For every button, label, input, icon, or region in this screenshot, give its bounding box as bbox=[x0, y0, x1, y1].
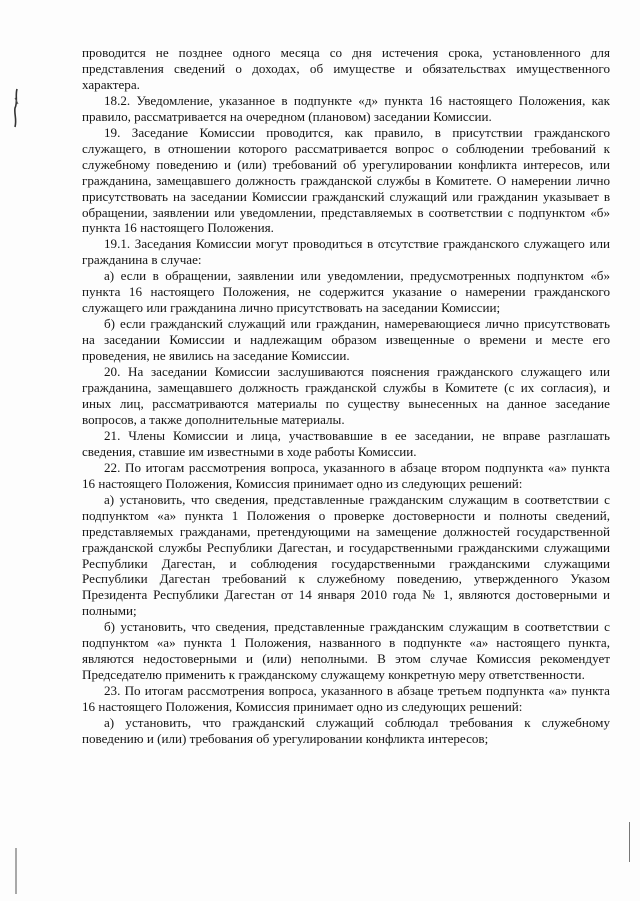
paragraph-18-2: 18.2. Уведомление, указанное в подпункте «д» пункта 16 настоящего Положения, как правило, рассматривается на очередном (плановом) заседании Комиссии. bbox=[82, 92, 610, 124]
paragraph-22-a: а) установить, что сведения, представленные гражданским служащим в соответствии с подпунктом «а» пункта 1 Положения о проверке достоверности и полноты сведений, представляемых гражданами, претендующими на замещение должностей государственной гражданской службы Республики Дагестан, и государственными гражданскими служащими Республики Дагестан, и соблюдения государственными гражданскими служащими Республики Дагестан требований к служебному поведению, утвержденного Указом Президента Республики Дагестан от 14 января 2010 года № 1, являются достоверными и полными; bbox=[82, 491, 610, 619]
edge-scan-mark bbox=[628, 822, 631, 862]
margin-pen-mark bbox=[12, 88, 20, 128]
paragraph-20: 20. На заседании Комиссии заслушиваются пояснения гражданского служащего или гражданина, замещавшего должность гражданской службы в Комитете (с их согласия), и иных лиц, рассматриваются материалы по существу вынесенных на данное заседание вопросов, а также дополнительные материалы. bbox=[82, 364, 610, 427]
paragraph-19-1: 19.1. Заседания Комиссии могут проводиться в отсутствие гражданского служащего или гражданина в случае: bbox=[82, 236, 610, 268]
paragraph-22-b: б) установить, что сведения, представленные гражданским служащим в соответствии с подпунктом «а» пункта 1 Положения, названного в подпункте «а» настоящего пункта, являются недостоверными и (или) неполными. В этом случае Комиссия рекомендует Председателю применить к гражданскому служащему конкретную меру ответственности. bbox=[82, 619, 610, 683]
paragraph-21: 21. Члены Комиссии и лица, участвовавшие в ее заседании, не вправе разглашать сведения, ставшие им известными в ходе работы Комиссии. bbox=[82, 427, 610, 459]
paragraph-19-1-a: а) если в обращении, заявлении или уведомлении, предусмотренных подпунктом «б» пункта 16 настоящего Положения, не содержится указание о намерении гражданского служащего или гражданина лично присутствовать на заседании Комиссии; bbox=[82, 268, 610, 316]
document-body bbox=[82, 45, 610, 747]
paragraph-22: 22. По итогам рассмотрения вопроса, указанного в абзаце втором подпункта «а» пункта 16 настоящего Положения, Комиссия принимает одно из следующих решений: bbox=[82, 459, 610, 491]
paragraph-23: 23. По итогам рассмотрения вопроса, указанного в абзаце третьем подпункта «а» пункта 16 настоящего Положения, Комиссия принимает одно из следующих решений: bbox=[82, 683, 610, 715]
margin-scan-line bbox=[12, 848, 20, 894]
paragraph-23-a: а) установить, что гражданский служащий соблюдал требования к служебному поведению и (или) требования об урегулировании конфликта интересов; bbox=[82, 715, 610, 746]
paragraph-continuation: проводится не позднее одного месяца со дня истечения срока, установленного для представления сведений о доходах, об имуществе и обязательствах имущественного характера. bbox=[82, 45, 610, 92]
paragraph-19: 19. Заседание Комиссии проводится, как правило, в присутствии гражданского служащего, в отношении которого рассматривается вопрос о соблюдении требований к служебному поведению и (или) требований об урегулировании конфликта интересов, или гражданина, замещавшего должность гражданской службы в Комитете. О намерении лично присутствовать на заседании Комиссии гражданский служащий или гражданин указывает в обращении, заявлении или уведомлении, представляемых в соответствии с подпунктом «б» пункта 16 настоящего Положения. bbox=[82, 124, 610, 236]
paragraph-19-1-b: б) если гражданский служащий или гражданин, намеревающиеся лично присутствовать на заседании Комиссии и надлежащим образом извещенные о времени и месте его проведения, не явились на заседание Комиссии. bbox=[82, 316, 610, 364]
